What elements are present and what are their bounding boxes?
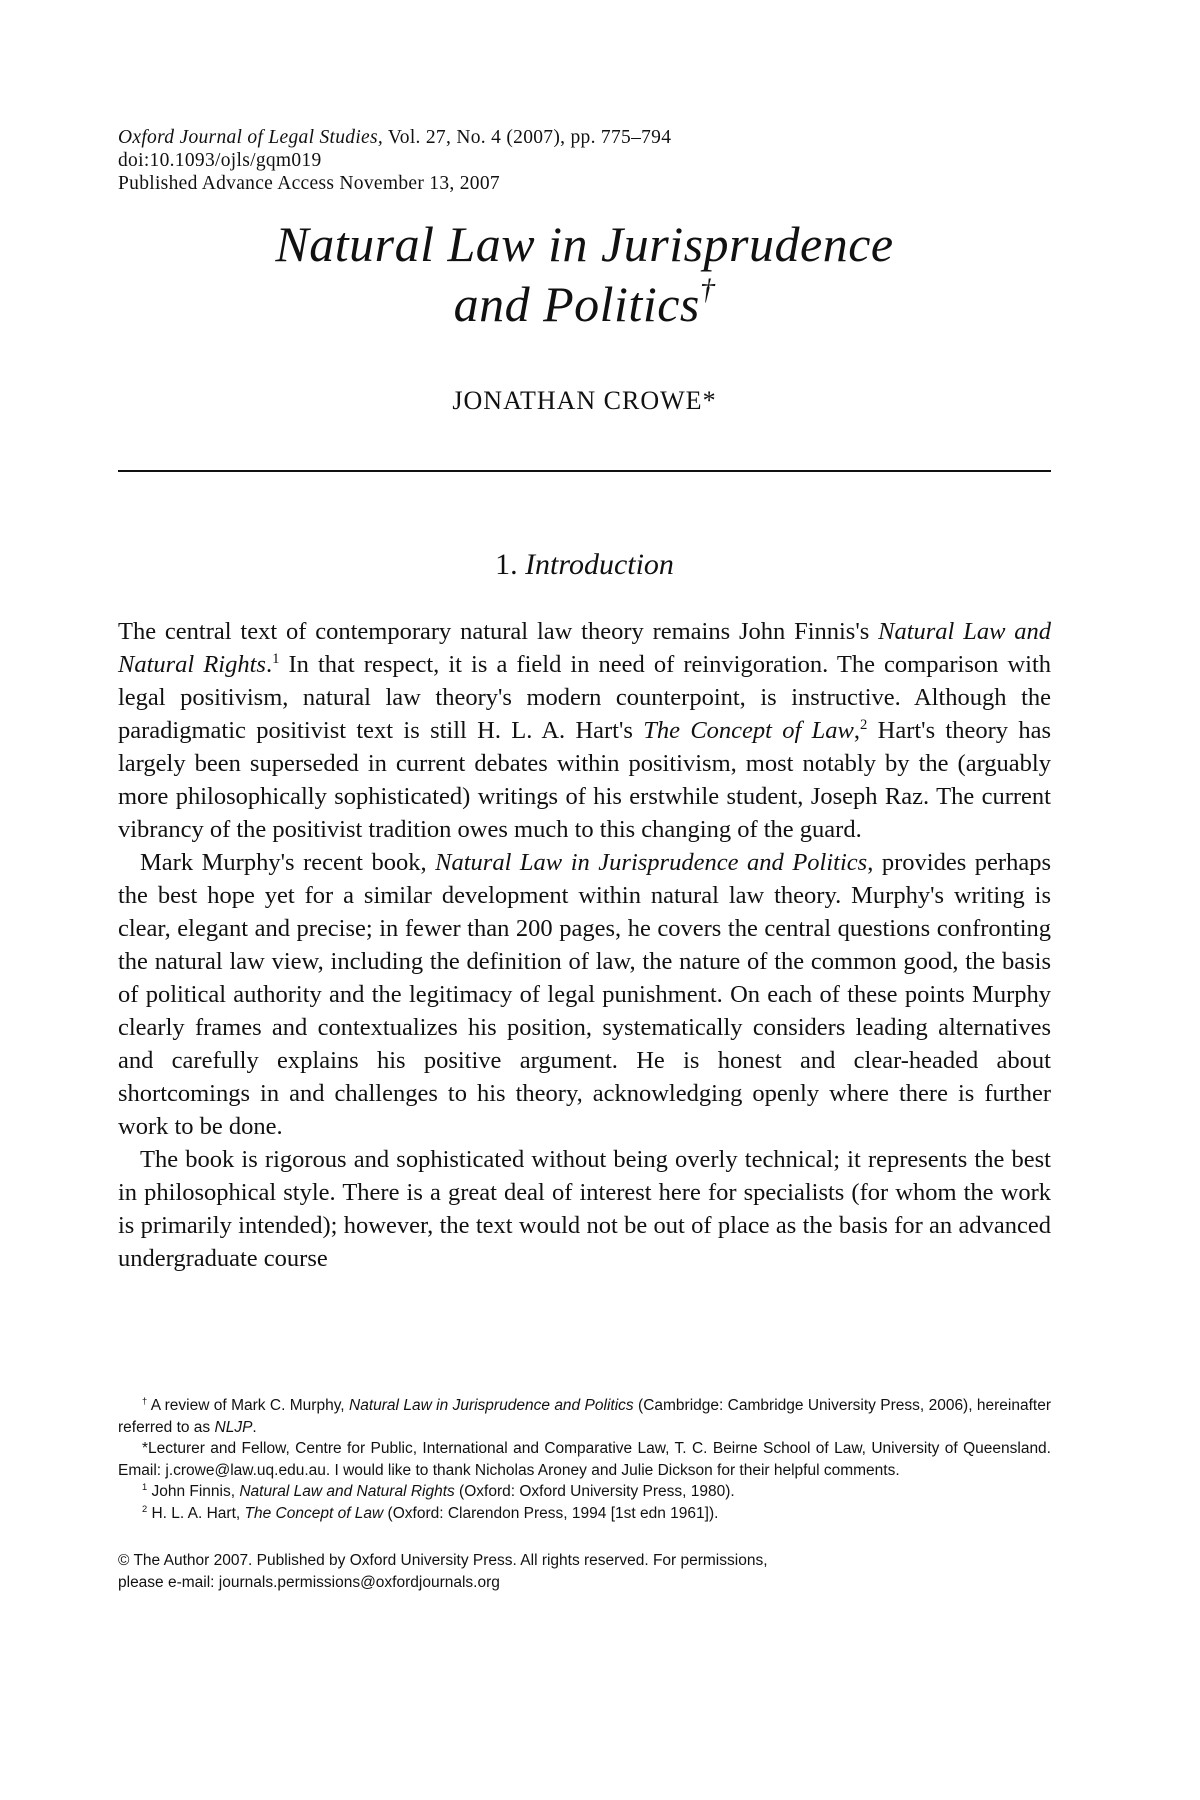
footnote-1-mark: 1 <box>142 1481 148 1492</box>
doi-line: doi:10.1093/ojls/gqm019 <box>118 150 322 171</box>
section-heading <box>118 548 1051 582</box>
author-name: JONATHAN CROWE* <box>452 386 717 415</box>
copyright-line-2: please e-mail: journals.permissions@oxfordjournals.org <box>118 1574 500 1591</box>
article-title <box>118 214 1051 334</box>
volume-citation: Vol. 27, No. 4 (2007), pp. 775–794 <box>383 127 672 148</box>
body-text <box>118 615 1051 1275</box>
p2-text-a: Mark Murphy's recent book, <box>140 849 436 876</box>
footnote-ref-1: 1 <box>272 650 280 667</box>
footnote-dagger-text-c: (Cambridge: Cambridge University Press, 2006), hereinafter referred to as <box>118 1397 1052 1436</box>
p1-text-a: The central text of contemporary natural law theory remains John Finnis's <box>118 618 879 645</box>
p1-italic-title-hart: The Concept of Law <box>643 717 854 744</box>
footnote-dagger <box>118 1395 1051 1438</box>
footnote-dagger-italic-title: Natural Law in Jurisprudence and Politics <box>349 1397 634 1414</box>
p1-italic-title-finnis: Natural Law and Natural Rights <box>118 618 1051 678</box>
copyright-notice <box>118 1550 1051 1594</box>
p2-text-c: , provides perhaps the best hope yet for a similar development within natural law theory. Murphy's writing is clear, elegant and precise; in fewer than 200 pages, he covers the central questions confronting the natural law view, including the definition of law, the nature of the common good, the basis of political authority and the legitimacy of legal punishment. On each of these points Murphy clearly frames and contextualizes his position, systematically considers leading alternatives and carefully explains his positive argument. He is honest and clear-headed about shortcomings in and challenges to his theory, acknowledging openly where there is further work to be done. <box>118 849 1051 1140</box>
title-line-1: Natural Law in Jurisprudence <box>275 216 894 272</box>
section-number: 1. <box>495 548 526 581</box>
footnotes <box>118 1395 1051 1524</box>
footnote-1-italic-title: Natural Law and Natural Rights <box>239 1483 455 1500</box>
footnote-2-text-a: H. L. A. Hart, <box>147 1504 245 1522</box>
paragraph-3: The book is rigorous and sophisticated without being overly technical; it represents the best in philosophical style. There is a great deal of interest here for specialists (for whom the work is primarily intended); however, the text would not be out of place as the basis for an advanced undergraduate course <box>118 1146 1051 1272</box>
footnote-2-mark: 2 <box>142 1503 148 1514</box>
p1-text-g: Hart's theory has largely been superseded in current debates within positivism, most notably by the (arguably more philosophically sophisticated) writings of his erstwhile student, Joseph Raz. The current vibrancy of the positivist tradition owes much to this changing of the guard. <box>118 717 1051 843</box>
section-title: Introduction <box>525 548 674 581</box>
footnote-1-text-c: (Oxford: Oxford University Press, 1980). <box>454 1483 735 1500</box>
title-line-2-text: and Politics <box>453 276 700 332</box>
title-line-2 <box>118 274 1051 334</box>
copyright-line-1: © The Author 2007. Published by Oxford University Press. All rights reserved. For permissions, <box>118 1552 768 1569</box>
p1-text-d: In that respect, it is a field in need of reinvigoration. The comparison with legal positivism, natural law theory's modern counterpoint, is instructive. Although the paradigmatic positivist text is still H. L. A. Hart's <box>118 651 1051 744</box>
footnote-1-text-a: John Finnis, <box>147 1483 240 1500</box>
footnote-dagger-text-a: A review of Mark C. Murphy, <box>147 1397 349 1414</box>
footnote-2-italic-title: The Concept of Law <box>244 1504 384 1522</box>
footnote-dagger-italic-abbrev: NLJP <box>214 1418 253 1436</box>
footnote-star: *Lecturer and Fellow, Centre for Public, International and Comparative Law, T. C. Beirne School of Law, University of Queensland. Email: j.crowe@law.uq.edu.au. I would like to thank Nicholas Aroney and Julie Dickson for their helpful comments. <box>118 1440 1051 1479</box>
footnote-2-text-c: (Oxford: Clarendon Press, 1994 [1st edn 1961]). <box>383 1504 719 1522</box>
footnote-1 <box>118 1481 1051 1503</box>
title-divider <box>118 470 1051 472</box>
footnote-ref-2: 2 <box>859 716 868 733</box>
p1-text-f: , <box>853 717 860 744</box>
p1-text-c: . <box>265 651 273 678</box>
paragraph-2 <box>118 846 1051 1143</box>
journal-name: Oxford Journal of Legal Studies, <box>118 127 384 148</box>
paragraph-1 <box>118 615 1051 846</box>
article-header <box>118 126 671 195</box>
footnote-dagger-text-e: . <box>252 1418 257 1436</box>
citation-line <box>118 126 671 149</box>
p2-italic-title-murphy: Natural Law in Jurisprudence and Politics <box>435 849 868 876</box>
footnote-dagger-mark: † <box>142 1395 148 1406</box>
publication-date-line: Published Advance Access November 13, 2007 <box>118 173 500 194</box>
footnote-2 <box>118 1503 1051 1525</box>
title-dagger-mark: † <box>699 273 716 306</box>
